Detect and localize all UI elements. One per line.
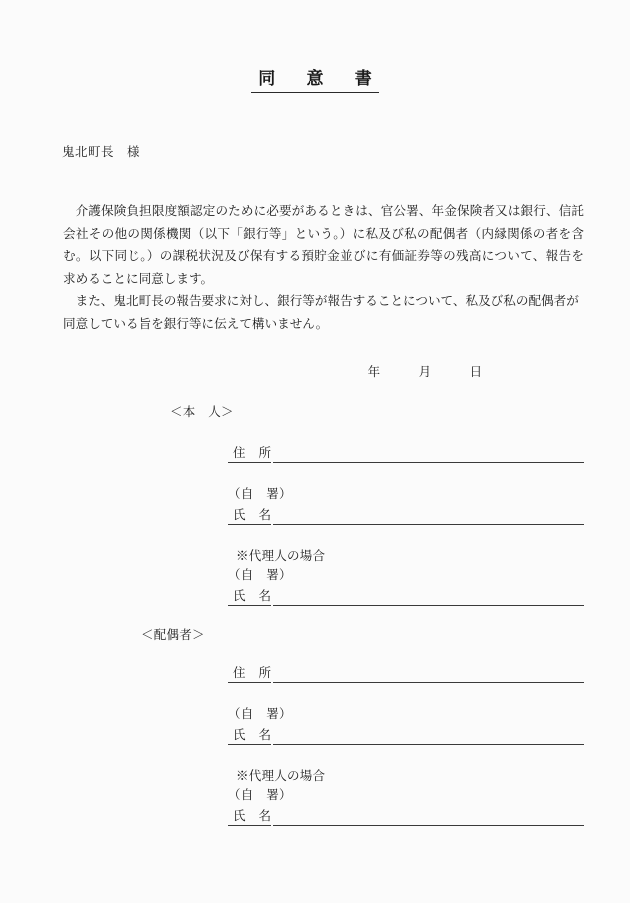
proxy-name-field-principal[interactable] (228, 585, 584, 606)
date-line-container (0, 362, 630, 380)
page-title: 同 意 書 (251, 68, 379, 93)
spacer (228, 525, 584, 547)
fields-spouse (228, 662, 584, 826)
signature-note-spouse: （自 署） (228, 707, 292, 721)
section-heading-spouse: ＜配偶者＞ (141, 628, 205, 642)
name-field-principal[interactable] (228, 504, 584, 525)
spacer (228, 745, 584, 767)
proxy-note-principal: ※代理人の場合 (236, 549, 326, 563)
addressee-line: 鬼北町長 様 (62, 145, 141, 159)
address-field-principal[interactable] (228, 442, 584, 463)
address-label: 住 所 (228, 665, 271, 683)
body-paragraph-2: また、鬼北町長の報告要求に対し、銀行等が報告することについて、私及び私の配偶者が同意している旨を銀行等に伝えて構いません。 (63, 294, 579, 331)
name-field-spouse[interactable] (228, 724, 584, 745)
section-heading-principal: ＜本 人＞ (170, 405, 234, 419)
spacer (228, 463, 584, 485)
body-paragraph-1: 介護保険負担限度額認定のために必要があるときは、官公署、年金保険者又は銀行、信託会社その他の関係機関（以下「銀行等」という。）に私及び私の配偶者（内縁関係の者を含む。以下同じ。）の課税状況及び保有する預貯金並びに有価証券等の残高について、報告を求めることに同意します。 (63, 204, 584, 286)
address-write-line[interactable] (273, 665, 584, 683)
proxy-note-spouse: ※代理人の場合 (236, 769, 326, 783)
address-label: 住 所 (228, 445, 271, 463)
proxy-name-field-spouse[interactable] (228, 805, 584, 826)
proxy-name-write-line[interactable] (273, 588, 584, 606)
name-write-line[interactable] (273, 727, 584, 745)
name-label: 氏 名 (228, 727, 271, 745)
proxy-signature-note-principal: （自 署） (228, 568, 292, 582)
signature-note-principal: （自 署） (228, 487, 292, 501)
name-write-line[interactable] (273, 507, 584, 525)
proxy-name-label: 氏 名 (228, 808, 271, 826)
fields-principal (228, 442, 584, 606)
proxy-signature-note-spouse: （自 署） (228, 788, 292, 802)
proxy-name-write-line[interactable] (273, 808, 584, 826)
proxy-name-label: 氏 名 (228, 588, 271, 606)
spacer (228, 683, 584, 705)
address-write-line[interactable] (273, 445, 584, 463)
body-text-block (63, 200, 584, 335)
date-line: 年 月 日 (367, 365, 483, 379)
name-label: 氏 名 (228, 507, 271, 525)
page-title-container (0, 68, 630, 93)
address-field-spouse[interactable] (228, 662, 584, 683)
